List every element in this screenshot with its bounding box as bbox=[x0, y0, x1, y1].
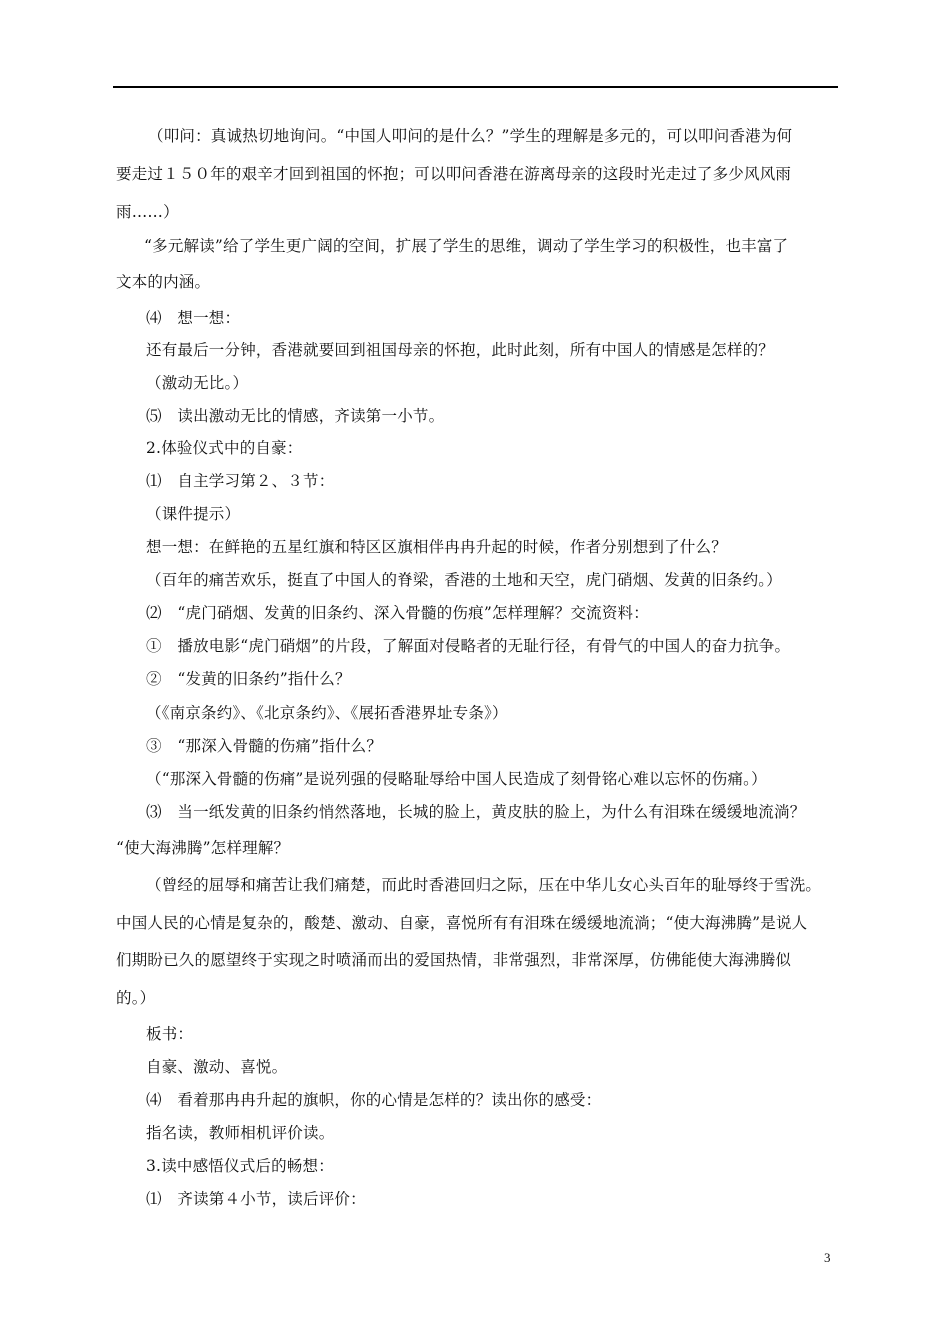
header-rule bbox=[113, 86, 838, 88]
text-line: ① 播放电影“虎门硝烟”的片段，了解面对侵略者的无耻行径，有骨气的中国人的奋力抗争。 bbox=[146, 637, 791, 655]
text-line: （“那深入骨髓的伤痛”是说列强的侵略耻辱给中国人民造成了刻骨铭心难以忘怀的伤痛。） bbox=[146, 770, 767, 788]
text-line: “使大海沸腾”怎样理解？ bbox=[116, 839, 290, 857]
text-line: 想一想：在鲜艳的五星红旗和特区区旗相伴冉冉升起的时候，作者分别想到了什么？ bbox=[146, 538, 727, 556]
text-line: 2.体验仪式中的自豪： bbox=[146, 439, 303, 457]
text-line: 板书： bbox=[146, 1025, 194, 1043]
text-line: 3.读中感悟仪式后的畅想： bbox=[146, 1157, 334, 1175]
text-line: （曾经的屈辱和痛苦让我们痛楚，而此时香港回归之际，压在中华儿女心头百年的耻辱终于雪洗。 bbox=[146, 876, 822, 894]
text-line: ⑷ 看着那冉冉升起的旗帜，你的心情是怎样的？读出你的感受： bbox=[146, 1091, 602, 1109]
text-line: 的。） bbox=[116, 989, 156, 1007]
text-line: 要走过１５０年的艰辛才回到祖国的怀抱；可以叩问香港在游离母亲的这段时光走过了多少风风雨 bbox=[116, 165, 792, 183]
text-line: 文本的内涵。 bbox=[116, 273, 211, 291]
text-line: 们期盼已久的愿望终于实现之时喷涌而出的爱国热情，非常强烈，非常深厚，仿佛能使大海沸腾似 bbox=[116, 951, 792, 969]
text-line: ⑷ 想一想： bbox=[146, 309, 241, 327]
text-line: “多元解读”给了学生更广阔的空间，扩展了学生的思维，调动了学生学习的积极性，也丰富了 bbox=[144, 237, 789, 255]
page-number: 3 bbox=[824, 1250, 831, 1265]
text-line: （百年的痛苦欢乐，挺直了中国人的脊梁，香港的土地和天空，虎门硝烟、发黄的旧条约。） bbox=[146, 571, 782, 589]
text-line: 自豪、激动、喜悦。 bbox=[146, 1058, 288, 1076]
text-line: （激动无比。） bbox=[146, 374, 249, 392]
text-line: 中国人民的心情是复杂的，酸楚、激动、自豪，喜悦所有有泪珠在缓缓地流淌；“使大海沸腾”是说人 bbox=[116, 914, 808, 932]
text-line: ③ “那深入骨髓的伤痛”指什么？ bbox=[146, 737, 383, 755]
text-line: ⑴ 齐读第４小节，读后评价： bbox=[146, 1190, 366, 1208]
text-line: （《南京条约》、《北京条约》、《展拓香港界址专条》） bbox=[146, 704, 508, 722]
text-line: ⑶ 当一纸发黄的旧条约悄然落地，长城的脸上，黄皮肤的脸上，为什么有泪珠在缓缓地流淌？ bbox=[146, 803, 806, 821]
text-line: ⑵ “虎门硝烟、发黄的旧条约、深入骨髓的伤痕”怎样理解？交流资料： bbox=[146, 604, 649, 622]
text-line: 指名读，教师相机评价读。 bbox=[146, 1124, 335, 1142]
text-line: ⑴ 自主学习第２、３节： bbox=[146, 472, 335, 490]
text-line: （叩问：真诚热切地询问。“中国人叩问的是什么？”学生的理解是多元的，可以叩问香港为何 bbox=[148, 127, 793, 145]
text-line: （课件提示） bbox=[146, 505, 241, 523]
text-line: 雨……） bbox=[116, 203, 179, 221]
text-line: 还有最后一分钟，香港就要回到祖国母亲的怀抱，此时此刻，所有中国人的情感是怎样的？ bbox=[146, 341, 775, 359]
text-line: ② “发黄的旧条约”指什么？ bbox=[146, 670, 351, 688]
text-line: ⑸ 读出激动无比的情感，齐读第一小节。 bbox=[146, 407, 445, 425]
